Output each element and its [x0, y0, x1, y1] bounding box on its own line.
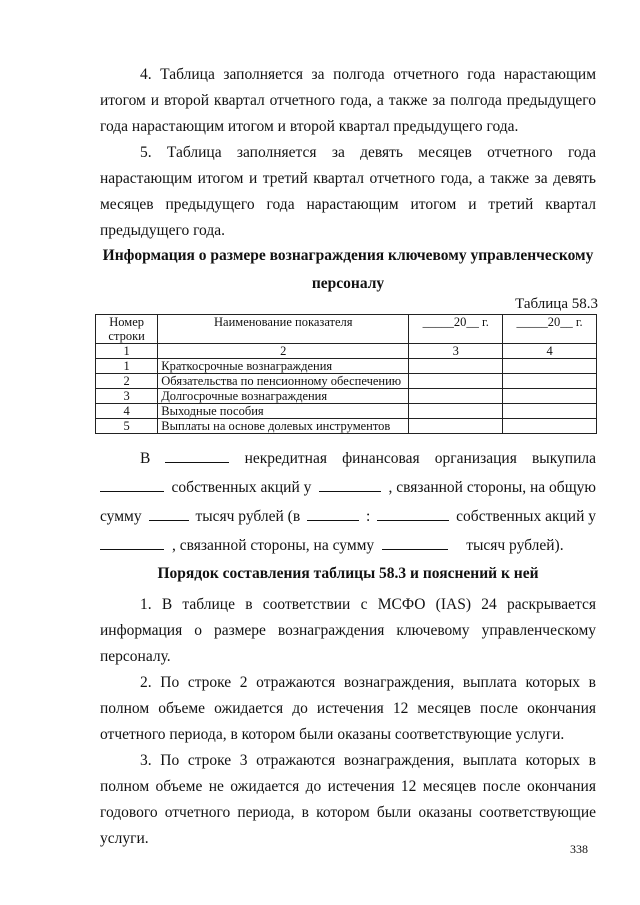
- blank-field: [307, 507, 359, 521]
- column-number: 3: [409, 344, 503, 359]
- fill-text: В: [140, 450, 151, 467]
- row-indicator-name: Выходные пособия: [158, 404, 409, 419]
- row-value-year-2: [503, 404, 597, 419]
- row-value-year-1: [409, 374, 503, 389]
- fill-text: , связанной стороны, на общую: [388, 479, 596, 496]
- section-heading-procedure: Порядок составления таблицы 58.3 и пояснений к ней: [157, 565, 539, 582]
- fill-text: некредитная: [244, 450, 327, 467]
- header-row-number: Номер строки: [96, 315, 158, 344]
- paragraph-explain-1: 1. В таблице в соответствии с МСФО (IAS) 24 раскрывается информация о размере вознаграждения ключевому управленческому персоналу.: [100, 596, 596, 665]
- header-indicator-name: Наименование показателя: [158, 315, 409, 344]
- row-indicator-name: Краткосрочные вознаграждения: [158, 359, 409, 374]
- column-number: 2: [158, 344, 409, 359]
- row-number: 5: [96, 419, 158, 434]
- fill-text: собственных акций у: [171, 479, 312, 496]
- paragraph-explain-2: 2. По строке 2 отражаются вознаграждения, выплата которых в полном объеме ожидается до истечения 12 месяцев после окончания отчетного периода, в котором были оказаны соответствующие услуги.: [100, 674, 596, 743]
- fill-in-paragraph: [100, 446, 596, 562]
- row-indicator-name: Обязательства по пенсионному обеспечению: [158, 374, 409, 389]
- row-number: 2: [96, 374, 158, 389]
- row-value-year-1: [409, 359, 503, 374]
- fill-line-2: [100, 475, 596, 504]
- row-value-year-2: [503, 389, 597, 404]
- fill-line-4: [100, 533, 596, 562]
- row-number: 1: [96, 359, 158, 374]
- page-number: 338: [570, 842, 588, 856]
- row-value-year-1: [409, 419, 503, 434]
- fill-line-1: [100, 446, 596, 475]
- section-heading-remuneration: Информация о размере вознаграждения ключевому управленческому персоналу: [102, 247, 594, 292]
- fill-text: финансовая: [342, 450, 420, 467]
- row-indicator-name: Долгосрочные вознаграждения: [158, 389, 409, 404]
- header-year-2: _____20__ г.: [503, 315, 597, 344]
- table-row: [96, 419, 597, 434]
- row-value-year-2: [503, 419, 597, 434]
- row-number: 4: [96, 404, 158, 419]
- blank-field: [100, 536, 164, 550]
- blank-field: [149, 507, 189, 521]
- header-year-1: _____20__ г.: [409, 315, 503, 344]
- remuneration-table: [95, 314, 597, 434]
- column-number: 4: [503, 344, 597, 359]
- blank-field: [165, 449, 229, 463]
- paragraph-item-5: 5. Таблица заполняется за девять месяцев отчетного года нарастающим итогом и третий квартал отчетного года, а также за девять месяцев предыдущего года нарастающим итогом и третий квартал предыдущего года.: [100, 144, 596, 239]
- fill-text: сумму: [100, 508, 142, 525]
- fill-text: :: [366, 508, 371, 525]
- blank-field: [382, 536, 448, 550]
- table-row: [96, 359, 597, 374]
- blank-field: [377, 507, 449, 521]
- table-row: [96, 389, 597, 404]
- table-header-row: [96, 315, 597, 344]
- fill-text: тысяч рублей (в: [195, 508, 301, 525]
- paragraph-item-4: 4. Таблица заполняется за полгода отчетного года нарастающим итогом и второй квартал отчетного года, а также за полгода предыдущего года нарастающим итогом и второй квартал предыдущего года.: [100, 66, 596, 135]
- row-value-year-1: [409, 389, 503, 404]
- column-number: 1: [96, 344, 158, 359]
- row-value-year-2: [503, 359, 597, 374]
- fill-text: организация: [434, 450, 517, 467]
- fill-line-3: [100, 504, 596, 533]
- table-caption: Таблица 58.3: [515, 296, 598, 312]
- blank-field: [319, 478, 381, 492]
- paragraph-explain-3: 3. По строке 3 отражаются вознаграждения, выплата которых в полном объеме не ожидается до истечения 12 месяцев после окончания годового отчетного периода, в котором были оказаны соответствующие услуги.: [100, 752, 596, 847]
- fill-text: тысяч рублей).: [466, 537, 564, 554]
- row-value-year-1: [409, 404, 503, 419]
- row-indicator-name: Выплаты на основе долевых инструментов: [158, 419, 409, 434]
- table-row: [96, 404, 597, 419]
- table-numbering-row: [96, 344, 597, 359]
- blank-field: [100, 478, 164, 492]
- fill-text: выкупила: [531, 450, 596, 467]
- row-value-year-2: [503, 374, 597, 389]
- fill-text: собственных акций у: [456, 508, 596, 525]
- fill-text: , связанной стороны, на сумму: [172, 537, 375, 554]
- table-row: [96, 374, 597, 389]
- row-number: 3: [96, 389, 158, 404]
